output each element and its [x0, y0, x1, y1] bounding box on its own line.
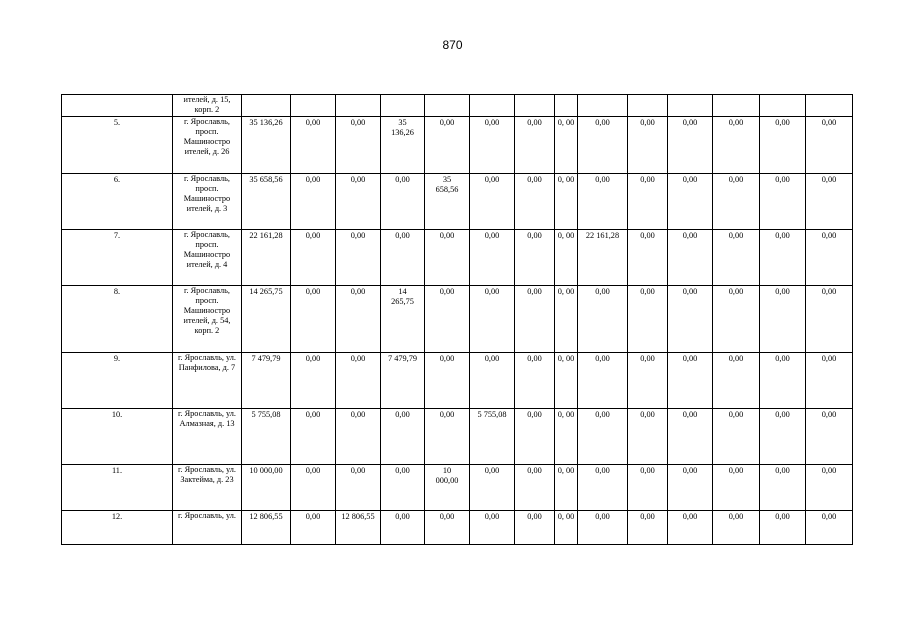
value-cell: 0, 00 — [555, 353, 578, 409]
value-cell: 0, 00 — [555, 230, 578, 286]
value-cell: 0,00 — [470, 286, 515, 353]
table-row — [62, 511, 853, 545]
value-cell: 0,00 — [336, 174, 381, 230]
value-cell: 0,00 — [806, 117, 853, 174]
value-cell: 35 136,26 — [381, 117, 425, 174]
value-cell — [555, 95, 578, 117]
row-number-cell: 8. — [62, 286, 173, 353]
table-row — [62, 353, 853, 409]
value-cell: 22 161,28 — [242, 230, 291, 286]
value-cell: 0,00 — [760, 230, 806, 286]
value-cell: 0,00 — [668, 286, 713, 353]
table-row — [62, 465, 853, 511]
value-cell: 0,00 — [668, 465, 713, 511]
value-cell: 0,00 — [515, 230, 555, 286]
value-cell: 0,00 — [381, 230, 425, 286]
value-cell: 0,00 — [668, 117, 713, 174]
value-cell: 0,00 — [470, 117, 515, 174]
value-cell: 0,00 — [806, 353, 853, 409]
value-cell: 0,00 — [291, 511, 336, 545]
value-cell: 0,00 — [806, 230, 853, 286]
value-cell: 0,00 — [381, 174, 425, 230]
value-cell: 0,00 — [381, 465, 425, 511]
address-cell: г. Ярославль, просп. Машиностро ителей, д. 26 — [173, 117, 242, 174]
value-cell: 0,00 — [470, 230, 515, 286]
table-row — [62, 286, 853, 353]
value-cell: 0,00 — [578, 174, 628, 230]
value-cell: 0,00 — [515, 511, 555, 545]
row-number-cell: 9. — [62, 353, 173, 409]
value-cell — [336, 95, 381, 117]
value-cell: 0,00 — [628, 409, 668, 465]
value-cell — [291, 95, 336, 117]
value-cell: 22 161,28 — [578, 230, 628, 286]
value-cell — [470, 95, 515, 117]
value-cell: 0,00 — [578, 409, 628, 465]
value-cell: 10 000,00 — [242, 465, 291, 511]
value-cell: 35 658,56 — [242, 174, 291, 230]
value-cell: 0,00 — [336, 465, 381, 511]
value-cell: 12 806,55 — [242, 511, 291, 545]
value-cell: 0,00 — [628, 174, 668, 230]
row-number-cell: 5. — [62, 117, 173, 174]
value-cell: 0, 00 — [555, 174, 578, 230]
value-cell: 0, 00 — [555, 409, 578, 465]
value-cell: 0,00 — [578, 353, 628, 409]
value-cell: 0,00 — [628, 353, 668, 409]
value-cell: 0,00 — [515, 174, 555, 230]
row-number-cell: 6. — [62, 174, 173, 230]
address-cell: г. Ярославль, ул. — [173, 511, 242, 545]
value-cell: 5 755,08 — [470, 409, 515, 465]
value-cell: 0,00 — [470, 174, 515, 230]
value-cell: 0,00 — [291, 286, 336, 353]
table-row — [62, 117, 853, 174]
value-cell — [713, 95, 760, 117]
value-cell: 0,00 — [713, 353, 760, 409]
value-cell: 0,00 — [515, 353, 555, 409]
value-cell — [760, 95, 806, 117]
value-cell: 0,00 — [760, 465, 806, 511]
value-cell: 0,00 — [291, 353, 336, 409]
value-cell: 0, 00 — [555, 511, 578, 545]
value-cell: 0,00 — [578, 286, 628, 353]
value-cell: 0,00 — [806, 409, 853, 465]
value-cell: 0,00 — [425, 353, 470, 409]
value-cell: 0,00 — [806, 174, 853, 230]
value-cell: 0,00 — [760, 286, 806, 353]
address-cell: г. Ярославль, просп. Машиностро ителей, д. 54, корп. 2 — [173, 286, 242, 353]
table-row — [62, 174, 853, 230]
value-cell: 0,00 — [470, 353, 515, 409]
value-cell: 0,00 — [806, 465, 853, 511]
value-cell: 10 000,00 — [425, 465, 470, 511]
value-cell: 0,00 — [760, 174, 806, 230]
value-cell: 0,00 — [515, 465, 555, 511]
value-cell — [515, 95, 555, 117]
value-cell — [242, 95, 291, 117]
row-number-cell: 11. — [62, 465, 173, 511]
row-number-cell — [62, 95, 173, 117]
value-cell: 0,00 — [425, 286, 470, 353]
value-cell — [806, 95, 853, 117]
value-cell: 0,00 — [713, 465, 760, 511]
value-cell: 0,00 — [515, 117, 555, 174]
value-cell: 0,00 — [336, 230, 381, 286]
address-cell: г. Ярославль, просп. Машиностро ителей, д. 3 — [173, 174, 242, 230]
value-cell: 7 479,79 — [242, 353, 291, 409]
value-cell: 0,00 — [713, 117, 760, 174]
value-cell: 0,00 — [425, 511, 470, 545]
value-cell — [425, 95, 470, 117]
value-cell: 0,00 — [628, 465, 668, 511]
value-cell: 0,00 — [425, 117, 470, 174]
value-cell — [578, 95, 628, 117]
value-cell: 0,00 — [668, 230, 713, 286]
data-table — [61, 94, 853, 545]
value-cell: 0,00 — [628, 230, 668, 286]
value-cell — [381, 95, 425, 117]
row-number-cell: 10. — [62, 409, 173, 465]
value-cell: 14 265,75 — [242, 286, 291, 353]
value-cell: 0,00 — [470, 465, 515, 511]
value-cell: 0,00 — [578, 117, 628, 174]
value-cell: 0,00 — [806, 511, 853, 545]
value-cell: 35 136,26 — [242, 117, 291, 174]
value-cell: 0,00 — [291, 465, 336, 511]
value-cell: 0,00 — [628, 511, 668, 545]
value-cell: 0,00 — [668, 353, 713, 409]
value-cell: 0,00 — [425, 409, 470, 465]
value-cell: 0,00 — [336, 286, 381, 353]
value-cell: 0,00 — [713, 286, 760, 353]
value-cell: 0, 00 — [555, 286, 578, 353]
value-cell: 0,00 — [336, 353, 381, 409]
value-cell: 0,00 — [515, 286, 555, 353]
page-number: 870 — [442, 38, 463, 52]
value-cell: 0,00 — [628, 286, 668, 353]
value-cell — [668, 95, 713, 117]
table-row — [62, 230, 853, 286]
value-cell: 14 265,75 — [381, 286, 425, 353]
value-cell: 0,00 — [291, 230, 336, 286]
address-cell: г. Ярославль, ул. Зактейма, д. 23 — [173, 465, 242, 511]
value-cell: 0,00 — [806, 286, 853, 353]
table-row — [62, 409, 853, 465]
value-cell: 0,00 — [760, 117, 806, 174]
row-number-cell: 7. — [62, 230, 173, 286]
value-cell: 0,00 — [668, 511, 713, 545]
value-cell: 35 658,56 — [425, 174, 470, 230]
value-cell: 0,00 — [760, 353, 806, 409]
value-cell: 0,00 — [291, 174, 336, 230]
value-cell: 0,00 — [425, 230, 470, 286]
value-cell: 0,00 — [713, 511, 760, 545]
address-cell: ителей, д. 15, корп. 2 — [173, 95, 242, 117]
row-number-cell: 12. — [62, 511, 173, 545]
value-cell: 0, 00 — [555, 465, 578, 511]
value-cell: 0,00 — [381, 511, 425, 545]
value-cell: 0,00 — [336, 117, 381, 174]
value-cell: 0,00 — [470, 511, 515, 545]
address-cell: г. Ярославль, ул. Панфилова, д. 7 — [173, 353, 242, 409]
value-cell: 0,00 — [760, 511, 806, 545]
value-cell: 0,00 — [291, 117, 336, 174]
table-row — [62, 95, 853, 117]
value-cell: 0, 00 — [555, 117, 578, 174]
value-cell: 0,00 — [578, 511, 628, 545]
value-cell: 0,00 — [515, 409, 555, 465]
address-cell: г. Ярославль, просп. Машиностро ителей, д. 4 — [173, 230, 242, 286]
value-cell: 0,00 — [713, 409, 760, 465]
value-cell: 0,00 — [291, 409, 336, 465]
value-cell: 0,00 — [668, 409, 713, 465]
value-cell: 0,00 — [760, 409, 806, 465]
value-cell: 7 479,79 — [381, 353, 425, 409]
value-cell: 0,00 — [668, 174, 713, 230]
value-cell: 0,00 — [713, 174, 760, 230]
value-cell: 0,00 — [628, 117, 668, 174]
value-cell: 0,00 — [578, 465, 628, 511]
address-cell: г. Ярославль, ул. Алмазная, д. 13 — [173, 409, 242, 465]
value-cell — [628, 95, 668, 117]
value-cell: 12 806,55 — [336, 511, 381, 545]
value-cell: 0,00 — [713, 230, 760, 286]
value-cell: 0,00 — [381, 409, 425, 465]
value-cell: 5 755,08 — [242, 409, 291, 465]
value-cell: 0,00 — [336, 409, 381, 465]
